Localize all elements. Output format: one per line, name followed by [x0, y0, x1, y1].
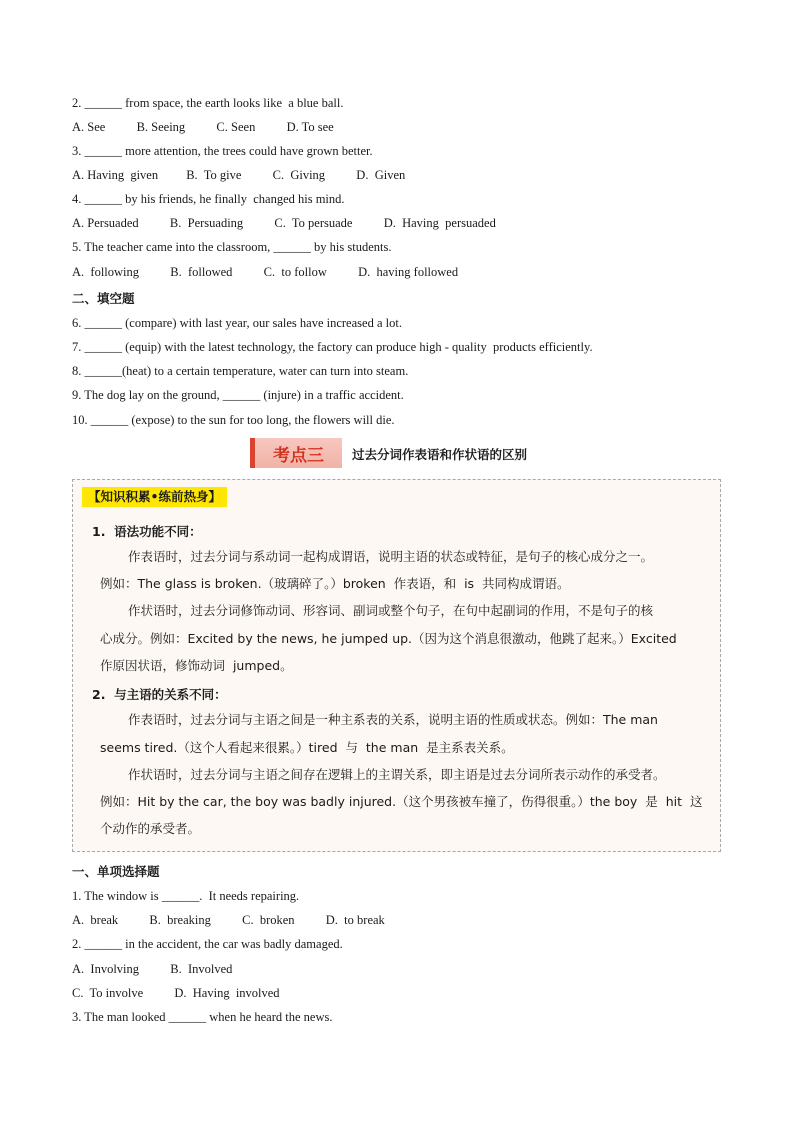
choice-question-2-options: A. Involving B. Involved: [72, 962, 233, 976]
point-1-line: 作状语时，过去分词修饰动词、形容词、副词或整个句子，在句中起副词的作用，不是句子的核: [128, 603, 654, 618]
choice-question-1-options: A. break B. breaking C. broken D. to break: [72, 913, 385, 927]
question-4-options: A. Persuaded B. Persuading C. To persuade D. Having persuaded: [72, 216, 496, 230]
point-2-line: seems tired.（这个人看起来很累。）tired 与 the man 是主系表关系。: [100, 740, 514, 755]
question-3-options: A. Having given B. To give C. Giving D. Given: [72, 168, 406, 182]
question-3: 3. ______ more attention, the trees could have grown better.: [72, 144, 373, 158]
point-2-line: 个动作的承受者。: [100, 821, 201, 836]
choice-question-1: 1. The window is ______. It needs repairing.: [72, 889, 300, 903]
point-1-line: 心成分。例如：Excited by the news, he jumped up.（因为这个消息很激动，他跳了起来。）Excited: [100, 631, 677, 646]
knowledge-box-tag: 【知识积累•练前热身】: [82, 487, 227, 507]
point-2-line: 例如：Hit by the car, the boy was badly injured.（这个男孩被车撞了，伤得很重。）the boy 是 hit 这: [100, 794, 703, 809]
fill-question-7: 7. ______ (equip) with the latest technology, the factory can produce high - quality products efficiently.: [72, 340, 593, 354]
choice-question-2: 2. ______ in the accident, the car was badly damaged.: [72, 937, 343, 951]
question-2: 2. ______ from space, the earth looks like a blue ball.: [72, 96, 344, 110]
fill-question-10: 10. ______ (expose) to the sun for too long, the flowers will die.: [72, 413, 395, 427]
kaodian-title: 过去分词作表语和作状语的区别: [352, 447, 528, 462]
section-choice-title: 一、单项选择题: [72, 864, 160, 879]
point-2-line: 作表语时，过去分词与主语之间是一种主系表的关系，说明主语的性质或状态。例如：The man: [128, 712, 658, 727]
point-1-title: 1. 语法功能不同：: [92, 524, 202, 539]
choice-question-3: 3. The man looked ______ when he heard the news.: [72, 1010, 333, 1024]
kaodian-badge: 考点三: [250, 438, 342, 468]
point-1-line: 作原因状语，修饰动词 jumped。: [100, 658, 293, 673]
point-2-line: 作状语时，过去分词与主语之间存在逻辑上的主谓关系，即主语是过去分词所表示动作的承受者。: [128, 767, 666, 782]
section-fill-title: 二、填空题: [72, 291, 135, 306]
fill-question-9: 9. The dog lay on the ground, ______ (injure) in a traffic accident.: [72, 388, 404, 402]
choice-question-2-options: C. To involve D. Having involved: [72, 986, 280, 1000]
question-5: 5. The teacher came into the classroom, ______ by his students.: [72, 240, 392, 254]
point-1-line: 例如：The glass is broken.（玻璃碎了。）broken 作表语，和 is 共同构成谓语。: [100, 576, 570, 591]
point-2-title: 2. 与主语的关系不同：: [92, 687, 227, 702]
question-4: 4. ______ by his friends, he finally changed his mind.: [72, 192, 345, 206]
fill-question-6: 6. ______ (compare) with last year, our sales have increased a lot.: [72, 316, 402, 330]
point-1-line: 作表语时，过去分词与系动词一起构成谓语，说明主语的状态或特征，是句子的核心成分之一。: [128, 549, 654, 564]
question-5-options: A. following B. followed C. to follow D. having followed: [72, 265, 459, 279]
fill-question-8: 8. ______(heat) to a certain temperature, water can turn into steam.: [72, 364, 409, 378]
question-2-options: A. See B. Seeing C. Seen D. To see: [72, 120, 334, 134]
